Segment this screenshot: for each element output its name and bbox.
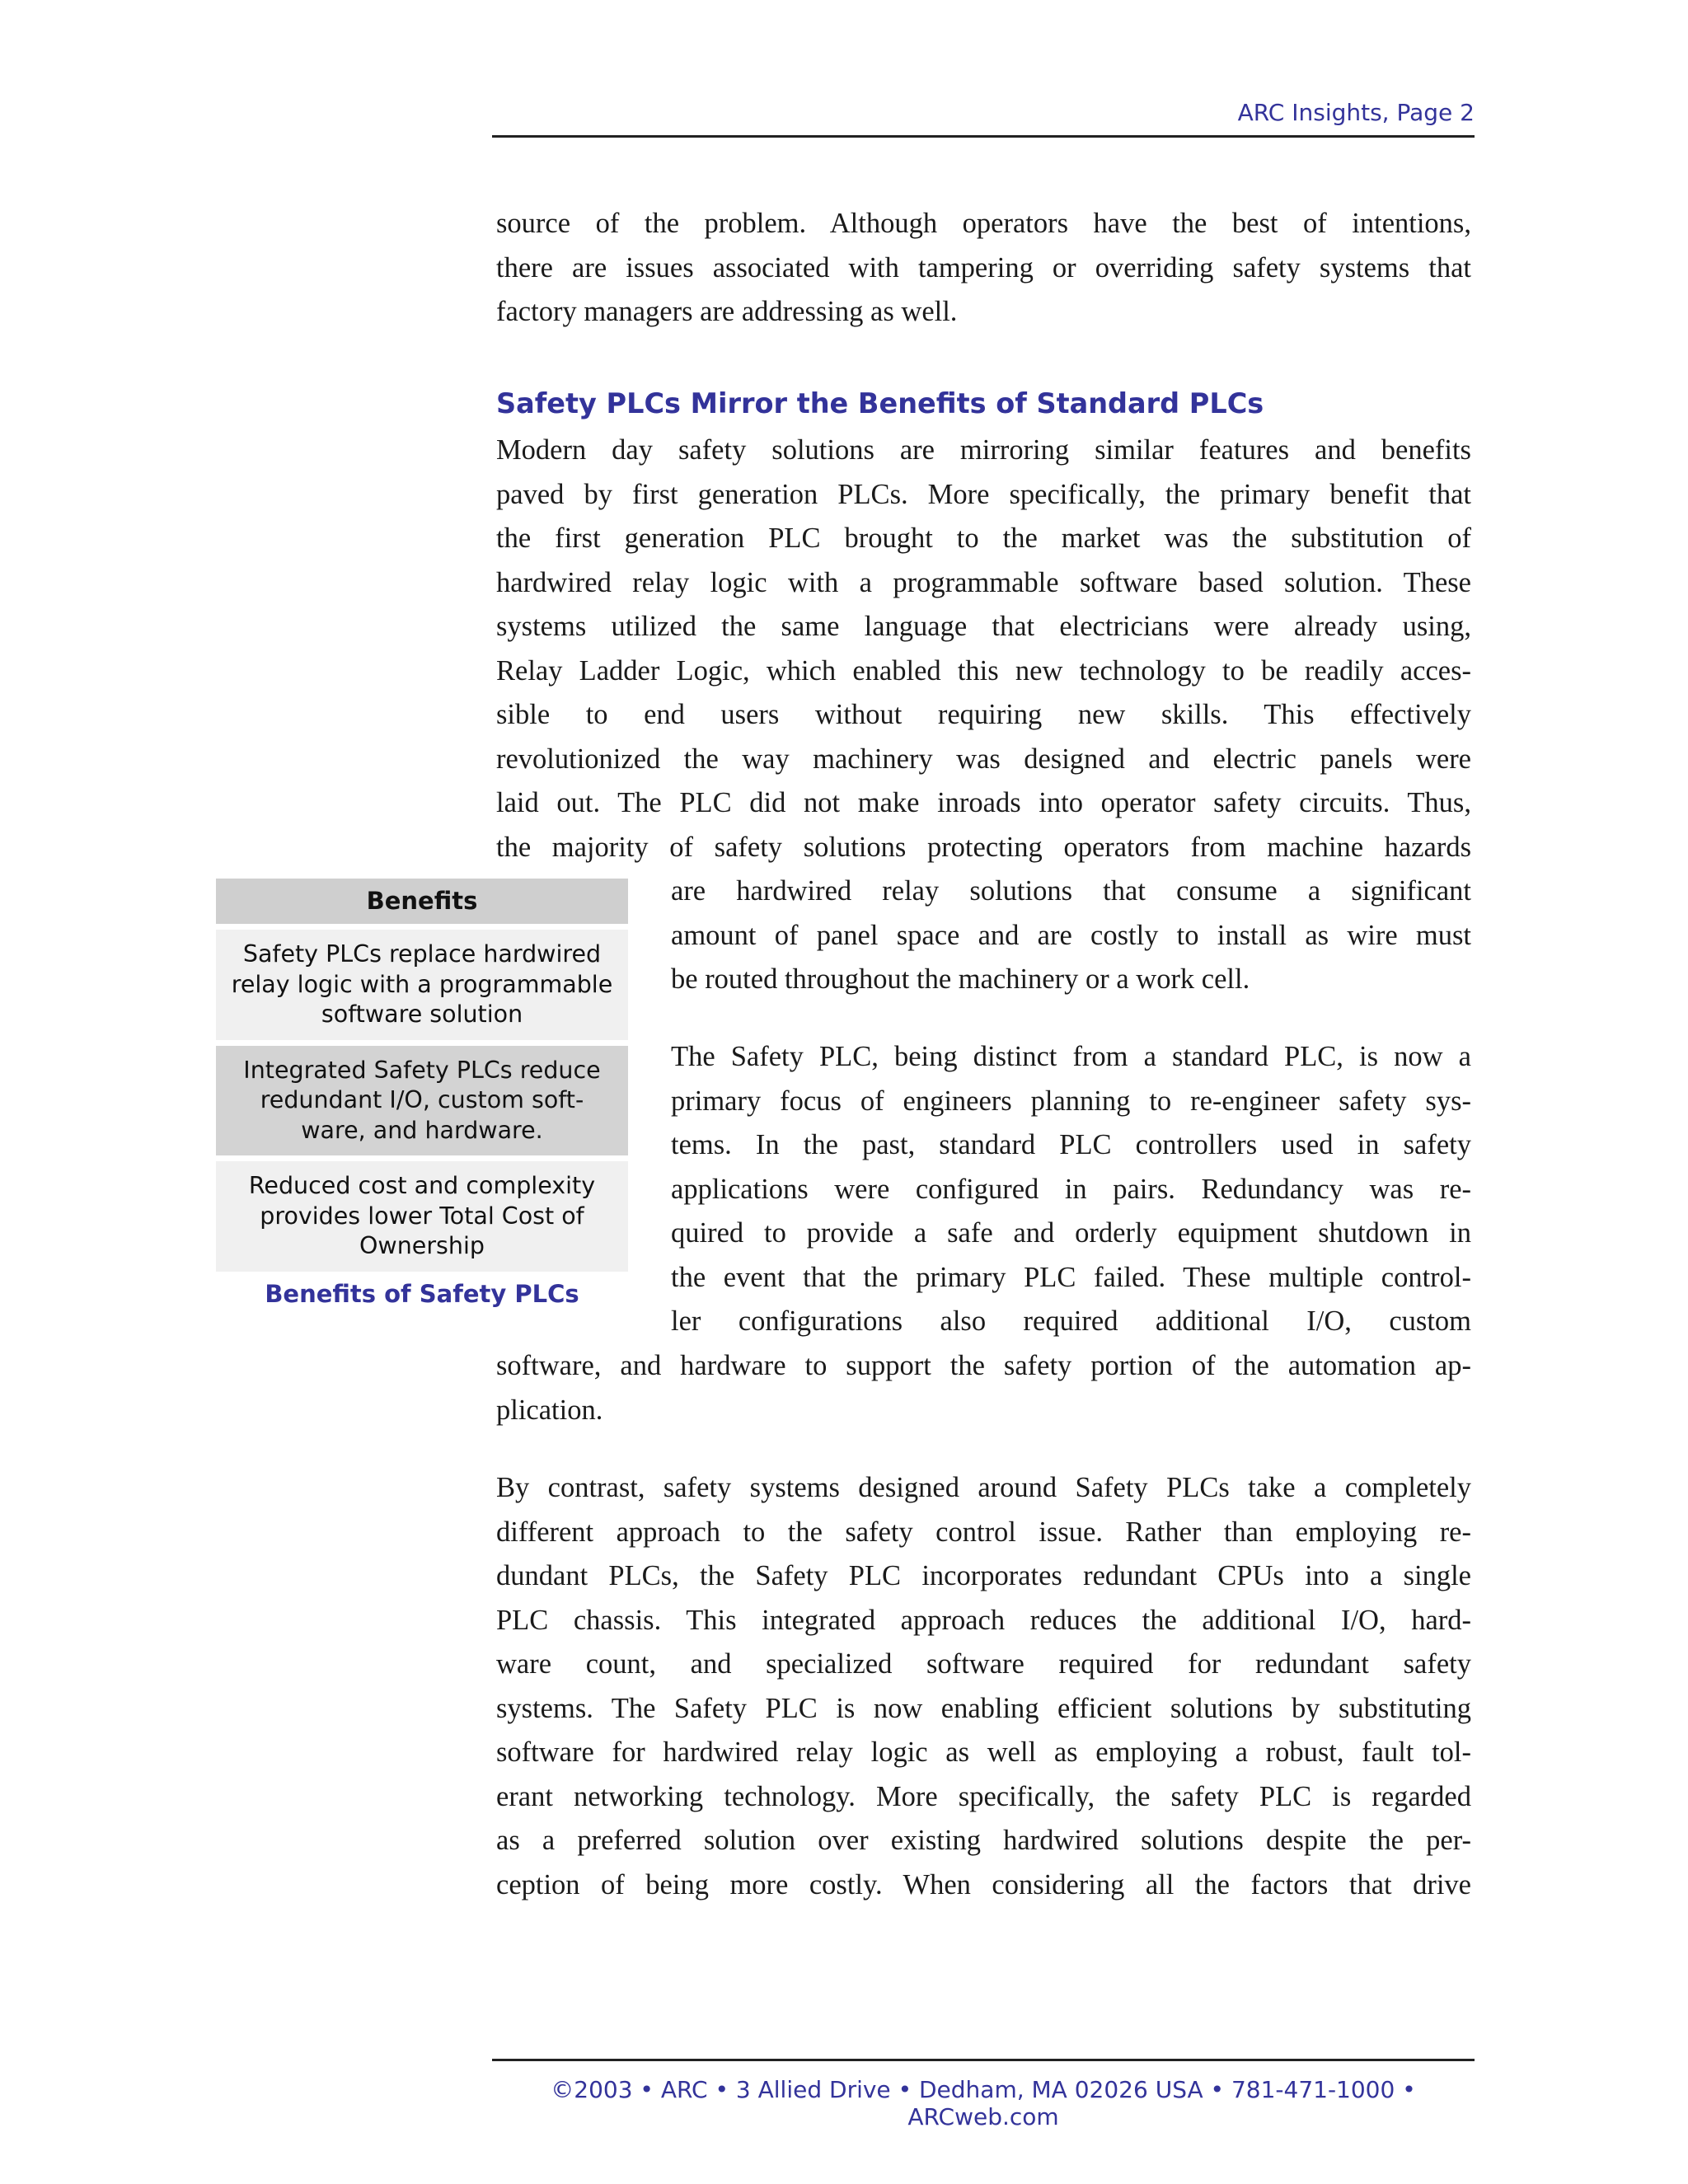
text-line: ware count, and specialized software required for redundant safety: [496, 1648, 1471, 1680]
text-line: factory managers are addressing as well.: [496, 296, 958, 327]
text-line: sible to end users without requiring new skills. This effectively: [496, 699, 1471, 730]
text-line: there are issues associated with tampering or overriding safety systems that: [496, 251, 1471, 284]
benefit-line: Integrated Safety PLCs reduce: [243, 1056, 601, 1084]
text-line: revolutionized the way machinery was designed and electric panels were: [496, 743, 1471, 775]
section-heading: Safety PLCs Mirror the Benefits of Standard PLCs: [496, 387, 1264, 419]
text-line: systems. The Safety PLC is now enabling efficient solutions by substituting: [496, 1692, 1471, 1724]
text-line: plication.: [496, 1394, 603, 1426]
body-paragraph-3: [671, 1035, 1471, 1344]
text-line: software for hardwired relay logic as well as employing a robust, fault tol-: [496, 1736, 1471, 1768]
text-line: ler configurations also required additional I/O, custom: [671, 1305, 1471, 1337]
body-paragraph-2: [496, 429, 1471, 869]
benefits-sidebar: [216, 879, 628, 1308]
text-line: the majority of safety solutions protecting operators from machine hazards: [496, 831, 1471, 863]
intro-paragraph: [496, 202, 1471, 335]
running-header: [492, 97, 1475, 138]
benefit-line: relay logic with a programmable: [231, 970, 613, 998]
benefit-line: ware, and hardware.: [301, 1116, 543, 1144]
benefit-item: [216, 1161, 628, 1272]
body-paragraph-4: [496, 1466, 1471, 1907]
text-line: primary focus of engineers planning to re-engineer safety sys-: [671, 1085, 1471, 1117]
text-line: different approach to the safety control issue. Rather than employing re-: [496, 1516, 1471, 1548]
text-line: By contrast, safety systems designed around Safety PLCs take a completely: [496, 1472, 1471, 1503]
benefit-line: provides lower Total Cost of: [260, 1202, 584, 1230]
text-line: systems utilized the same language that electricians were already using,: [496, 611, 1471, 642]
footer-text: ©2003 • ARC • 3 Allied Drive • Dedham, MA 02026 USA • 781-471-1000 • ARCweb.com: [551, 2076, 1416, 2130]
benefit-line: software solution: [321, 1001, 523, 1028]
text-line: erant networking technology. More specifically, the safety PLC is regarded: [496, 1780, 1471, 1812]
text-line: PLC chassis. This integrated approach reduces the additional I/O, hard-: [496, 1604, 1471, 1636]
sidebar-title: Benefits: [216, 879, 628, 924]
benefit-item: [216, 930, 628, 1040]
text-line: applications were configured in pairs. Redundancy was re-: [671, 1173, 1471, 1205]
text-line: quired to provide a safe and orderly equipment shutdown in: [671, 1217, 1471, 1249]
benefit-line: Safety PLCs replace hardwired: [242, 940, 602, 968]
benefit-line: Reduced cost and complexity: [248, 1172, 596, 1199]
text-line: dundant PLCs, the Safety PLC incorporates redundant CPUs into a single: [496, 1560, 1471, 1591]
benefit-line: redundant I/O, custom soft-: [260, 1086, 584, 1113]
text-line: as a preferred solution over existing hardwired solutions despite the per-: [496, 1825, 1471, 1856]
benefit-line: Ownership: [359, 1232, 485, 1259]
sidebar-caption: Benefits of Safety PLCs: [265, 1279, 579, 1308]
text-line: the event that the primary PLC failed. These multiple control-: [671, 1261, 1471, 1293]
text-line: ception of being more costly. When considering all the factors that drive: [496, 1868, 1471, 1900]
text-line: amount of panel space and are costly to install as wire must: [671, 919, 1471, 951]
text-line: Relay Ladder Logic, which enabled this new technology to be readily acces-: [496, 654, 1471, 687]
text-line: source of the problem. Although operators have the best of intentions,: [496, 208, 1471, 239]
text-line: paved by first generation PLCs. More specifically, the primary benefit that: [496, 478, 1471, 510]
body-paragraph-3-tail: [496, 1344, 1471, 1432]
text-line: laid out. The PLC did not make inroads into operator safety circuits. Thus,: [496, 787, 1471, 818]
text-line: the first generation PLC brought to the market was the substitution of: [496, 523, 1471, 554]
text-line: are hardwired relay solutions that consume a significant: [671, 875, 1471, 907]
body-paragraph-2-wrap: [671, 869, 1471, 1002]
text-line: tems. In the past, standard PLC controllers used in safety: [671, 1129, 1471, 1160]
text-line: software, and hardware to support the safety portion of the automation ap-: [496, 1350, 1471, 1381]
text-line: Modern day safety solutions are mirroring similar features and benefits: [496, 434, 1471, 466]
text-line: hardwired relay logic with a programmable software based solution. These: [496, 566, 1471, 598]
running-title: ARC Insights, Page 2: [1237, 99, 1475, 126]
text-line: The Safety PLC, being distinct from a standard PLC, is now a: [671, 1041, 1471, 1072]
benefit-item: [216, 1046, 628, 1156]
page-footer: [492, 2059, 1475, 2130]
text-line: be routed throughout the machinery or a work cell.: [671, 963, 1250, 995]
